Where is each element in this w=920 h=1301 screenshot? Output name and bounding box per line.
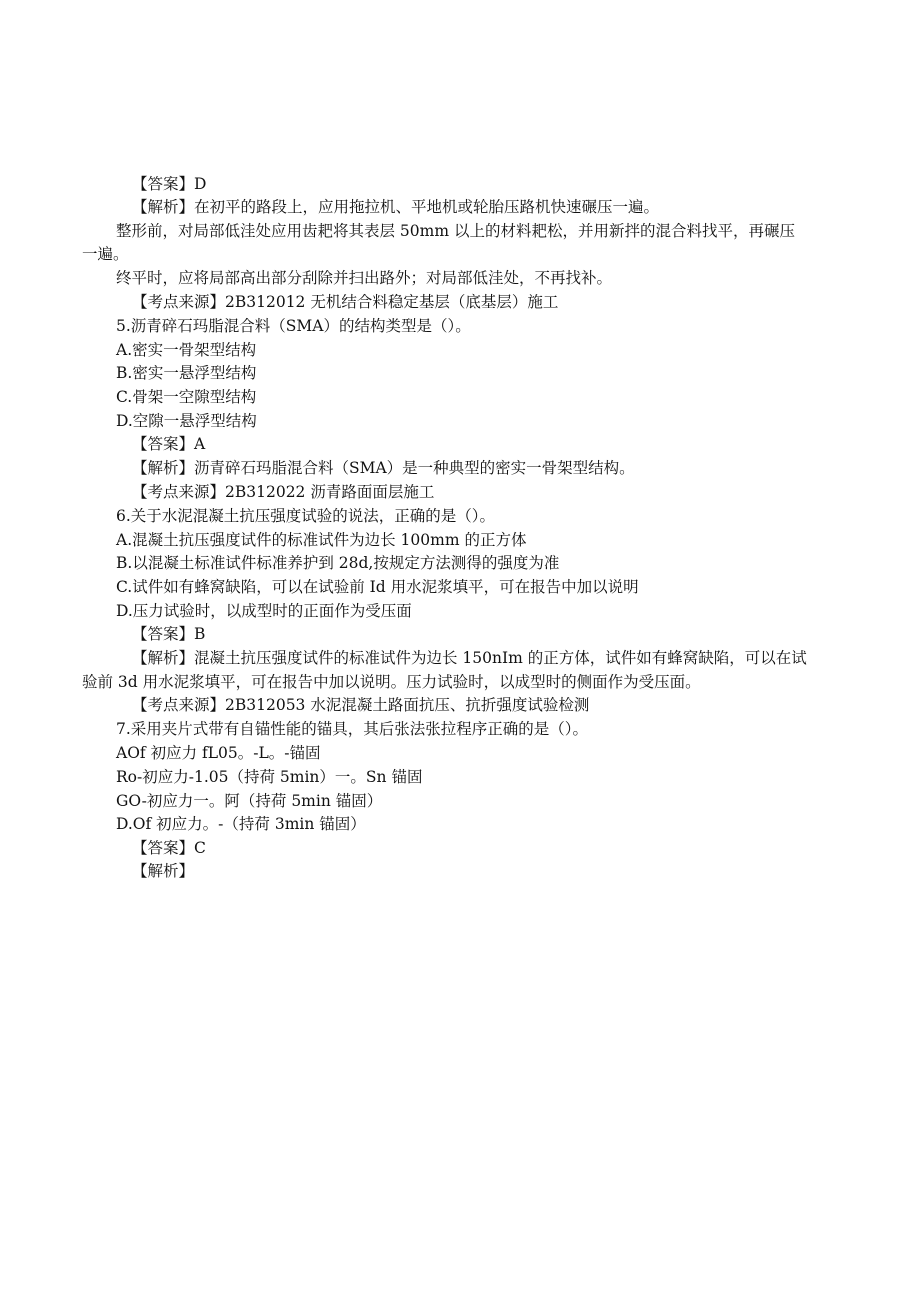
question-7: 7.采用夹片式带有自锚性能的锚具，其后张法张拉程序正确的是（）。 bbox=[116, 720, 589, 738]
option-d: D.空隙一悬浮型结构 bbox=[116, 412, 257, 430]
option-a: AOf 初应力 fL05。-L。-锚固 bbox=[116, 744, 321, 762]
paragraph-line-continued: 一遍。 bbox=[82, 245, 129, 263]
analysis-line: 【解析】 bbox=[132, 862, 195, 880]
source-line: 【考点来源】2B312022 沥青路面面层施工 bbox=[132, 483, 435, 501]
answer-line: 【答案】B bbox=[132, 625, 206, 643]
source-line: 【考点来源】2B312053 水泥混凝土路面抗压、抗折强度试验检测 bbox=[132, 696, 590, 714]
option-a: A.密实一骨架型结构 bbox=[116, 341, 257, 359]
option-d: D.压力试验时，以成型时的正面作为受压面 bbox=[116, 602, 412, 620]
option-b: B.密实一悬浮型结构 bbox=[116, 364, 257, 382]
question-6: 6.关于水泥混凝土抗压强度试验的说法，正确的是（）。 bbox=[116, 507, 496, 525]
source-line: 【考点来源】2B312012 无机结合料稳定基层（底基层）施工 bbox=[132, 293, 559, 311]
paragraph-line: 整形前，对局部低洼处应用齿耙将其表层 50mm 以上的材料耙松，并用新拌的混合料找平，再碾压 bbox=[116, 222, 795, 240]
answer-line: 【答案】D bbox=[132, 175, 207, 193]
option-b: Ro-初应力-1.05（持荷 5min）一。Sn 锚固 bbox=[116, 768, 423, 786]
answer-line: 【答案】C bbox=[132, 839, 206, 857]
analysis-line: 【解析】混凝土抗压强度试件的标准试件为边长 150nIm 的正方体，试件如有蜂窝缺陷，可以在试 bbox=[132, 649, 807, 667]
option-b: B.以混凝土标准试件标准养护到 28d,按规定方法测得的强度为准 bbox=[116, 554, 560, 572]
analysis-line-continued: 验前 3d 用水泥浆填平，可在报告中加以说明。压力试验时，以成型时的侧面作为受压面。 bbox=[82, 673, 701, 691]
answer-line: 【答案】A bbox=[132, 435, 206, 453]
analysis-line: 【解析】在初平的路段上，应用拖拉机、平地机或轮胎压路机快速碾压一遍。 bbox=[132, 198, 660, 216]
paragraph-line: 终平时，应将局部高出部分刮除并扫出路外；对局部低洼处，不再找补。 bbox=[116, 269, 613, 287]
option-a: A.混凝土抗压强度试件的标准试件为边长 100mm 的正方体 bbox=[116, 531, 527, 549]
option-d: D.Of 初应力。-（持荷 3min 锚固） bbox=[116, 815, 366, 833]
option-c: GO-初应力一。阿（持荷 5min 锚固） bbox=[116, 792, 383, 810]
option-c: C.骨架一空隙型结构 bbox=[116, 388, 257, 406]
option-c: C.试件如有蜂窝缺陷，可以在试验前 Id 用水泥浆填平，可在报告中加以说明 bbox=[116, 578, 639, 596]
question-5: 5.沥青碎石玛脂混合料（SMA）的结构类型是（）。 bbox=[116, 317, 471, 335]
analysis-line: 【解析】沥青碎石玛脂混合料（SMA）是一种典型的密实一骨架型结构。 bbox=[132, 459, 635, 477]
